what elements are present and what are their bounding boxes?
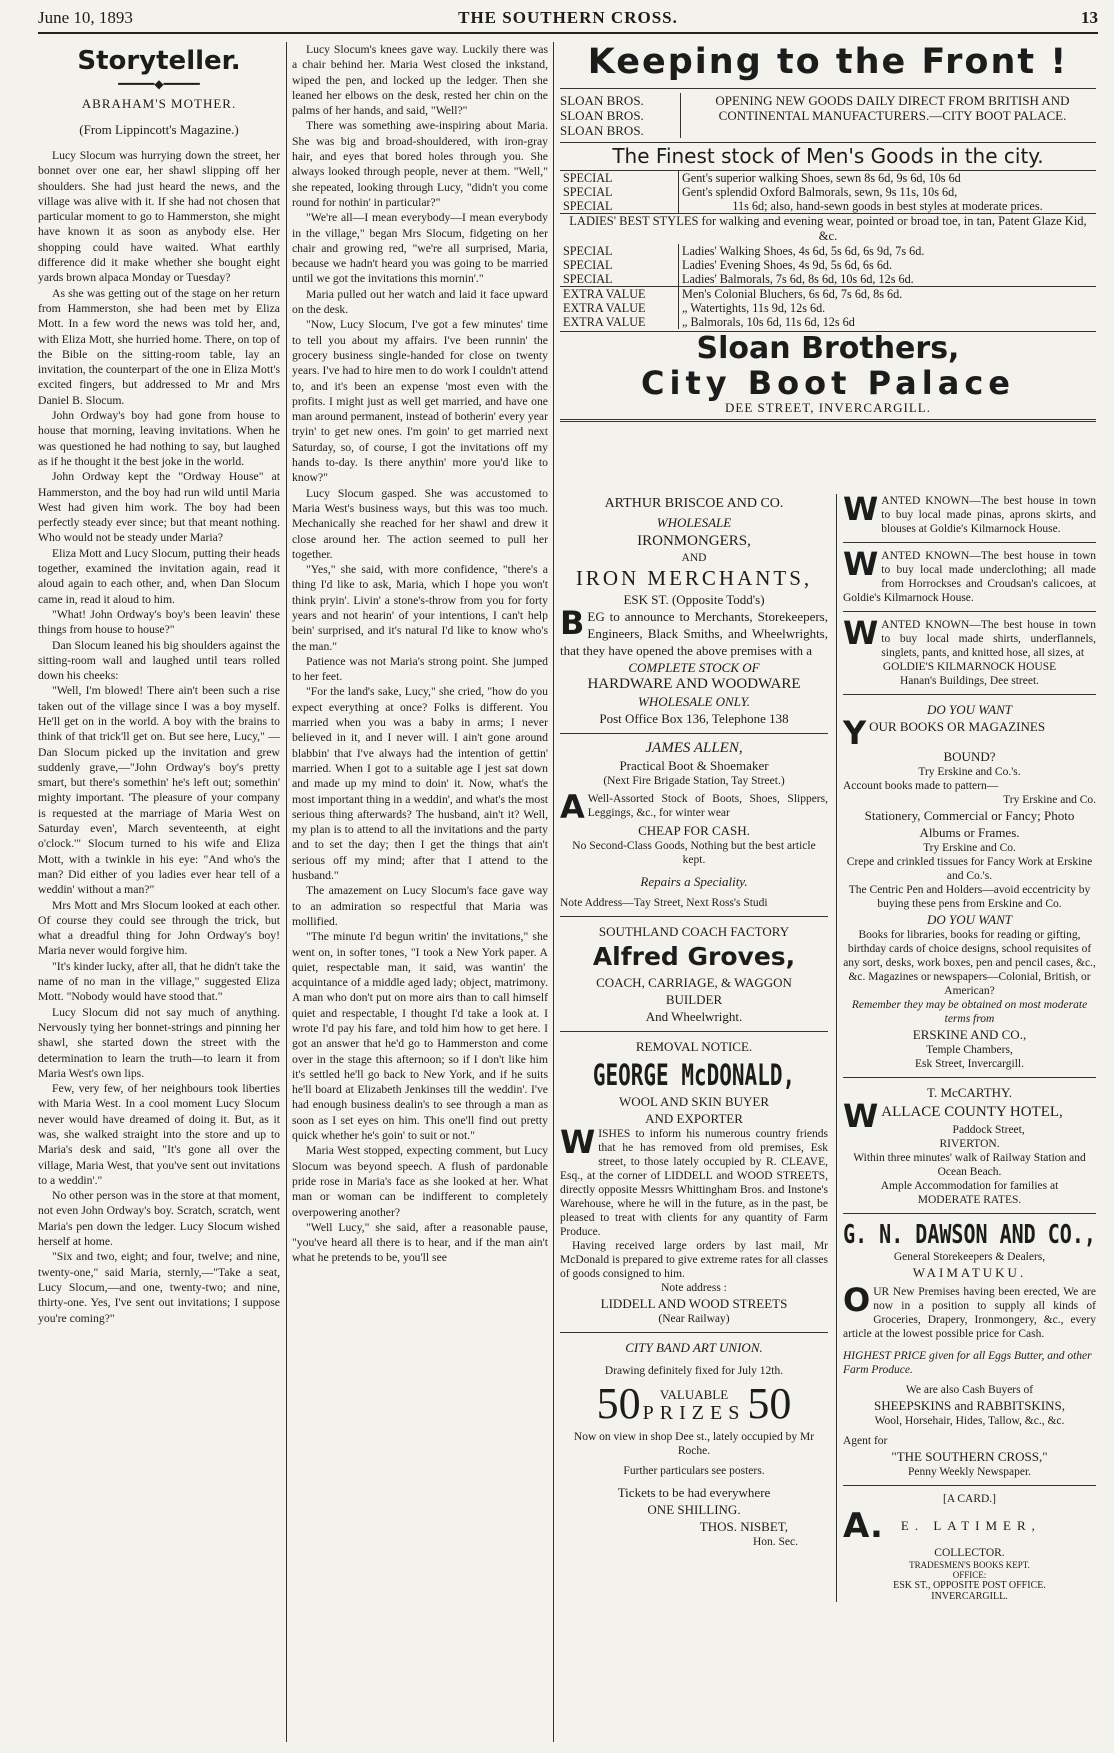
advertisements <box>560 42 1096 1742</box>
row-text: 11s 6d; also, hand-sewn goods in best styles at moderate prices. <box>732 199 1043 213</box>
mcdonald-near: (Near Railway) <box>658 1313 730 1325</box>
story-column-1 <box>38 42 280 1742</box>
paragraph: Maria West stopped, expecting comment, but Lucy Slocum was beyond speech. A flush of pardonable pride rose in Maria's face as she looked at her. What man or woman can be indifferent to completely overpowering another? <box>292 1144 548 1219</box>
special-row <box>560 244 1096 258</box>
paragraph: "The minute I'd begun writin' the invitations," she went on, in softer tones, "I took a New York paper. A quiet, respectable man, it said, was wantin' the acquintance of a middle aged lady; object, matrimony. A man who don't put on more airs than to call himself quiet and respectable, I thought I'd take a look at. I wrote I'd pay his fare, and told him how to get here. I got an answer that he'd go to Hammerston and come over in the stage this afternoon; so if I don't like him it's settled he'll go back to New York, and if he suits he'll board at Elizabeth Jenkinses till the weddin'. I've had enough business dealin's to see through a man as soon as I set eyes on him. This one'll find out pretty quick whether he's goin' to suit or not." <box>292 930 548 1143</box>
sloan-opening-text: OPENING NEW GOODS DAILY DIRECT FROM BRITISH AND CONTINENTAL MANUFACTURERS.—CITY BOOT PALACE. <box>680 93 1096 138</box>
ads-column-right <box>836 490 1096 1602</box>
divider <box>843 1213 1096 1214</box>
erskine-want: DO YOU WANT <box>926 912 1013 927</box>
sloan-address: DEE STREET, INVERCARGILL. <box>560 400 1096 422</box>
story-text-2 <box>292 42 548 1266</box>
allen-repairs: Repairs a Speciality. <box>640 874 748 889</box>
extra-row <box>560 315 1096 329</box>
latimer-office: OFFICE: <box>952 1570 987 1580</box>
union-posters: Further particulars see posters. <box>623 1465 765 1477</box>
allen-name: JAMES ALLEN, <box>645 740 743 756</box>
row-text: Ladies' Balmorals, 7s 6d, 8s 6d, 10s 6d, 12s 6d. <box>682 272 914 286</box>
divider <box>560 733 828 734</box>
erskine-want: DO YOU WANT <box>926 702 1013 717</box>
paragraph: Lucy Slocum's knees gave way. Luckily there was a chair behind her. Maria West closed the inkstand, wiped the pen, and locked up the ledger. Then she leaned her elbows on the desk, rested her chin on the palms of her hands, and said, "Well?" <box>292 43 548 118</box>
union-number: 50 <box>747 1379 792 1428</box>
mcdonald-body2: Having received large orders by last mail, Mr McDonald is prepared to give extreme rates for all classes of goods consigned to him. <box>560 1240 828 1280</box>
briscoe-wholesale-only: WHOLESALE ONLY. <box>638 694 750 709</box>
latimer-town: INVERCARGILL. <box>931 1591 1008 1602</box>
goldie-ad <box>843 490 1096 688</box>
divider <box>843 611 1096 612</box>
groves-factory: SOUTHLAND COACH FACTORY <box>598 924 790 939</box>
drop-cap: W <box>843 490 879 528</box>
ads-column-left <box>560 494 828 1549</box>
briscoe-wholesale: WHOLESALE <box>656 515 732 530</box>
union-prizes <box>560 1379 828 1428</box>
row-text: „ Watertights, 11s 9d, 12s 6d. <box>682 301 826 315</box>
goldie-item <box>843 490 1096 536</box>
goldie-item <box>843 614 1096 660</box>
groves-name: Alfred Groves, <box>592 942 796 971</box>
mcdonald-notice: REMOVAL NOTICE. <box>635 1039 753 1054</box>
dawson-ad <box>843 1218 1096 1479</box>
sloan-brothers-name <box>560 331 1096 400</box>
column-rule <box>286 42 287 1742</box>
latimer-name: E. LATIMER, <box>900 1518 1041 1533</box>
mcdonald-body <box>560 1123 828 1239</box>
erskine-try: Try Erskine and Co. <box>1003 794 1096 806</box>
erskine-books-text: OUR BOOKS OR MAGAZINES <box>869 719 1046 734</box>
groves-ad <box>560 923 828 1025</box>
sloan-finest-stock: The Finest stock of Men's Goods in the city. <box>560 142 1096 171</box>
column-rule <box>553 42 554 1742</box>
latimer-name-row <box>843 1506 1096 1546</box>
erskine-books2: Books for libraries, books for reading or gifting, birthday cards of choice designs, school requisites of any sort, desks, work boxes, pen and pencil cases, &c., &c. Magazines or newspapers—Colonial, British, or American? <box>843 929 1096 997</box>
row-label: SPECIAL <box>560 171 679 185</box>
dawson-cash: We are also Cash Buyers of <box>905 1384 1034 1396</box>
union-drawing: Drawing definitely fixed for July 12th. <box>604 1365 784 1377</box>
extra-row <box>560 301 1096 315</box>
gents-special-table <box>560 171 1096 213</box>
mcdonald-trade: AND EXPORTER <box>645 1111 743 1126</box>
paragraph: There was something awe-inspiring about Maria. She was big and broad-shouldered, with iron-gray hair, and eyes that bored holes through you. She always looked through people, never at them. "Well," she repeated, looking through Lucy, "didn't you come round for nothin' in particular?" <box>292 119 548 209</box>
paragraph: Eliza Mott and Lucy Slocum, putting their heads together, examined the invitation again, read it aloud again to each other, and, when Dan Slocum came in, read it aloud to him. <box>38 546 280 606</box>
goldie-house: GOLDIE'S KILMARNOCK HOUSE <box>882 661 1057 673</box>
divider <box>560 1332 828 1333</box>
latimer-books: TRADESMEN'S BOOKS KEPT. <box>909 1560 1030 1570</box>
ladies-special-table <box>560 244 1096 329</box>
newspaper-title: THE SOUTHERN CROSS. <box>458 8 678 27</box>
allen-address: Note Address—Tay Street, Next Ross's Studi <box>560 897 768 909</box>
allen-body <box>560 788 828 826</box>
union-tickets: Tickets to be had everywhere <box>617 1485 771 1500</box>
goldie-item-text: ANTED KNOWN—The best house in town to buy local made underclothing; all made from Horrockses and Croudsan's calicoes, at Goldie's Kilmarnock House. <box>843 550 1096 604</box>
union-secretary: THOS. NISBET, <box>699 1519 788 1534</box>
briscoe-ad <box>560 494 828 727</box>
groves-trade: And Wheelwright. <box>645 1009 743 1024</box>
row-text: „ Balmorals, 10s 6d, 11s 6d, 12s 6d <box>682 315 855 329</box>
sloan-brand-list <box>560 93 680 138</box>
briscoe-post: Post Office Box 136, Telephone 138 <box>599 711 789 726</box>
divider <box>560 1031 828 1032</box>
goldie-address: Hanan's Buildings, Dee street. <box>899 675 1040 687</box>
union-valuable: VALUABLE <box>659 1387 729 1402</box>
dawson-town: WAIMATUKU. <box>912 1265 1027 1280</box>
extra-row <box>560 287 1096 302</box>
paragraph: No other person was in the store at that moment, not even John Ordway's boy. Scratch, scratch, went Maria's pen down the ledger. Lucy Slocum wished herself at home. <box>38 1189 280 1249</box>
story-title: ABRAHAM'S MOTHER. <box>81 96 237 111</box>
dawson-agent: Agent for <box>843 1435 888 1447</box>
special-row <box>560 272 1096 287</box>
paragraph: Maria pulled out her watch and laid it face upward on the desk. <box>292 287 548 317</box>
paragraph: "It's kinder lucky, after all, that he didn't take the name of no man in the village," suggested Eliza Mott. "Nobody would have stood that." <box>38 959 280 1004</box>
paragraph: Mrs Mott and Mrs Slocum looked at each other. Of course they could see through the trick, but what a dreadful thing for John Ordway's boy! Maria never would forgive him. <box>38 898 280 958</box>
erskine-name: ERSKINE AND CO., <box>912 1027 1027 1042</box>
dawson-paper: "THE SOUTHERN CROSS," <box>891 1449 1048 1464</box>
latimer-address: ESK ST., OPPOSITE POST OFFICE. <box>893 1580 1046 1591</box>
mcdonald-name: GEORGE McDONALD, <box>592 1058 796 1092</box>
drop-cap: Y <box>843 714 867 752</box>
erskine-try: Try Erskine and Co.'s. <box>918 766 1021 778</box>
row-text: Gent's superior walking Shoes, sewn 8s 6d, 9s 6d, 10s 6d <box>682 171 961 185</box>
dawson-wool: Wool, Horsehair, Hides, Tallow, &c., &c. <box>874 1415 1065 1427</box>
erskine-crepe: Crepe and crinkled tissues for Fancy Work at Erskine and Co.'s. <box>846 856 1093 882</box>
divider <box>560 916 828 917</box>
sloan-brand-line: SLOAN BROS. <box>560 123 644 138</box>
goldie-item-text: ANTED KNOWN—The best house in town to buy local made shirts, underflannels, singlets, pants, and knitted hose, all sizes, at <box>881 619 1096 659</box>
special-row <box>560 258 1096 272</box>
erskine-account: Account books made to pattern— <box>843 780 999 792</box>
row-label: SPECIAL <box>560 258 679 272</box>
erskine-address: Esk Street, Invercargill. <box>914 1058 1024 1070</box>
drop-cap: A <box>560 788 585 826</box>
allen-note: No Second-Class Goods, Nothing but the best article kept. <box>572 840 816 866</box>
sloan-headline: Keeping to the Front ! <box>587 42 1069 82</box>
goldie-item <box>843 545 1096 605</box>
briscoe-body <box>560 604 828 659</box>
latimer-ad <box>843 1492 1096 1602</box>
erskine-try: Try Erskine and Co. <box>923 842 1016 854</box>
sloan-opening-row <box>560 88 1096 142</box>
union-prizes-word: PRIZES <box>642 1402 746 1424</box>
special-row <box>560 199 1096 213</box>
erskine-chambers: Temple Chambers, <box>926 1044 1013 1056</box>
dawson-body <box>843 1281 1096 1341</box>
paragraph: Patience was not Maria's strong point. She jumped to her feet. <box>292 654 548 684</box>
mccarthy-street: Paddock Street, <box>952 1124 1025 1136</box>
erskine-bound: BOUND? <box>943 749 996 764</box>
drop-cap: B <box>560 604 585 642</box>
paragraph: Few, very few, of her neighbours took liberties with Maria West. In a cool moment Lucy Slocum never would have dreamed of doing it. But, as it was, she walked straight into the store and up to Maria's desk and said, "It's gone all over the village, Maria West, that you've sent out invitations to a weddin'." <box>38 1082 280 1187</box>
mcdonald-trade: WOOL AND SKIN BUYER <box>618 1094 770 1109</box>
allen-cash: CHEAP FOR CASH. <box>638 823 750 838</box>
dawson-name: G. N. DAWSON AND CO., <box>843 1218 1096 1250</box>
erskine-pen: The Centric Pen and Holders—avoid eccentricity by buying these pens from Erskine and Co. <box>848 884 1091 910</box>
row-label: SPECIAL <box>560 199 679 213</box>
union-view: Now on view in shop Dee st., lately occupied by Mr Roche. <box>573 1431 815 1457</box>
dawson-eggs: HIGHEST PRICE given for all Eggs Butter, and other Farm Produce. <box>843 1350 1092 1376</box>
divider <box>843 694 1096 695</box>
row-label: SPECIAL <box>560 272 679 287</box>
goldie-item-text: ANTED KNOWN—The best house in town to buy local made pinas, aprons skirts, and blouses at Goldie's Kilmarnock House. <box>881 495 1096 535</box>
page-number: 13 <box>1081 8 1098 27</box>
sloan-brand-line: SLOAN BROS. <box>560 108 644 123</box>
row-text: Men's Colonial Bluchers, 6s 6d, 7s 6d, 8s 6d. <box>679 287 1097 302</box>
paragraph: Dan Slocum leaned his big shoulders against the sitting-room wall and laughed until tears rolled down his cheeks: <box>38 638 280 683</box>
row-label: SPECIAL <box>560 185 679 199</box>
sloan-brand-line: SLOAN BROS. <box>560 93 644 108</box>
briscoe-stock: COMPLETE STOCK OF <box>628 660 760 675</box>
briscoe-street: ESK ST. (Opposite Todd's) <box>623 592 765 607</box>
erskine-stationery: Stationery, Commercial or Fancy; Photo Albums or Frames. <box>864 808 1075 840</box>
section-title: Storyteller. <box>77 46 241 76</box>
mcdonald-address: LIDDELL AND WOOD STREETS <box>600 1296 788 1311</box>
drop-cap: O <box>843 1281 871 1319</box>
union-number: 50 <box>596 1379 641 1428</box>
union-price: ONE SHILLING. <box>647 1502 741 1517</box>
briscoe-name: ARTHUR BRISCOE AND CO. <box>604 496 784 511</box>
erskine-books <box>843 714 1096 752</box>
paragraph: "Now, Lucy Slocum, I've got a few minutes' time to tell you about my affairs. I've been runnin' the grocery business single-handed for close on twenty years. I've had to hire men to do work I couldn't attend to, and it's been an expense 'most even with the profits. I might just as well get married, and have one man around permanent, instead of botherin' every year tryin' to get new ones. I'm goin' to get married next Saturday, so, of course, I got the invitations off my hands to-day. Is there anythin' more you'd like to know?" <box>292 318 548 485</box>
paragraph: Lucy Slocum gasped. She was accustomed to Maria West's business ways, but this was too much. Mechanically she reached for her shawl and drew it close around her. The action seemed to pull her together. <box>292 486 548 561</box>
paragraph: As she was getting out of the stage on her return from Hammerston, she had been met by Eliza Mott. In a few word the news was told her, and, with Eliza Mott, she hurried home. There, on top of the Bible on the sitting-room table, lay an invitation, the counterpart of the one in Eliza Mott's excited fingers, but addressed to Mr and Mrs Daniel B. Slocum. <box>38 286 280 407</box>
divider <box>843 542 1096 543</box>
paragraph: John Ordway's boy had gone from house to house that morning, leaving invitations. When he was questioned he had nothing to say, but laughed as if he thought it the best joke in the world. <box>38 409 280 468</box>
art-union-ad <box>560 1339 828 1549</box>
dawson-body-text: UR New Premises having been erected, We are now in a position to supply all kinds of Groceries, Drapery, Ironmongery, &c., every article at the lowest possible price for Cash. <box>843 1286 1096 1340</box>
union-secretary-title: Hon. Sec. <box>752 1536 798 1548</box>
groves-trade: BUILDER <box>665 992 723 1007</box>
paragraph: Lucy Slocum did not say much of anything. Nervously tying her bonnet-strings and pinning her shawl, she started down the street with the determination to learn the truth—to learn it from Maria West's own lips. <box>38 1005 280 1080</box>
union-title: CITY BAND ART UNION. <box>625 1340 763 1355</box>
mccarthy-name: T. McCARTHY. <box>926 1085 1013 1100</box>
briscoe-and: AND <box>681 552 707 564</box>
mccarthy-rates: MODERATE RATES. <box>917 1194 1022 1206</box>
mcdonald-address-label: Note address : <box>661 1282 727 1294</box>
mccarthy-ad <box>843 1084 1096 1207</box>
briscoe-goods: HARDWARE AND WOODWARE <box>587 676 801 692</box>
paragraph: "Six and two, eight; and four, twelve; and nine, twenty-one," said Maria, sternly,—"Take a seat, Lucy Slocum,—and one, twenty-two; and nine, thirty-one. Yes, I've sent out invitations; I suppose you're coming?" <box>38 1250 280 1325</box>
dawson-skins: SHEEPSKINS and RABBITSKINS, <box>873 1398 1066 1413</box>
groves-trade: COACH, CARRIAGE, & WAGGON <box>596 975 792 990</box>
paragraph: "Well Lucy," she said, after a reasonable pause, "you've heard all there is to hear, and if the man ain't what he pretends to be, you'll see <box>292 1220 548 1265</box>
page-header <box>38 6 1098 34</box>
dawson-trade: General Storekeepers & Dealers, <box>893 1251 1046 1263</box>
special-row <box>560 185 1096 199</box>
union-prizes-label <box>641 1388 748 1426</box>
paragraph: "Well, I'm blowed! There ain't been such a rise taken out of the village since I was a boy myself. He'll get on in the world. A boy with the brains to think of that trick'll get on. But see here, Lucy," —Dan Slocum picked up the invitation and grew suddenly grave,—"John Ordway's boy's pretty smart, but there's somethin' he's left out; somethin' mighty important. 'The pleasure of your company is requested at the marriage of Maria West on Saturday even', March seventeenth, at eight o'clock.'" Slocum turned to his wife and Eliza Mott, with a twinkle in his eye: "And who's the man? Did either of you ladies ever hear tell of a weddin' without a man?" <box>38 684 280 897</box>
mccarthy-hotel-text: ALLACE COUNTY HOTEL, <box>881 1104 1063 1120</box>
paragraph: The amazement on Lucy Slocum's face gave way to an admiration so respectful that Maria was mollified. <box>292 884 548 928</box>
paragraph: Lucy Slocum was hurrying down the street, her bonnet over one ear, her shawl slipping off her shoulders. She had just heard the news, and the village was alive with it. If she had not chosen that particular moment to go to Hammerston, she might have known it as soon as anybody else. Her shopping could have waited. What earthly difference did it make whether she bought eight yards brown alpaca Monday or Tuesday? <box>38 149 280 285</box>
issue-date: June 10, 1893 <box>38 8 133 27</box>
dawson-weekly: Penny Weekly Newspaper. <box>907 1466 1032 1478</box>
paragraph: "We're all—I mean everybody—I mean everybody in the village," began Mrs Slocum, fidgeting on her chair and growing red, "we're all surprised, Maria, because we hadn't heard you was going to be married until we got the invitations this mornin'." <box>292 211 548 286</box>
special-row <box>560 171 1096 185</box>
latimer-role: COLLECTOR. <box>934 1547 1005 1559</box>
mccarthy-town: RIVERTON. <box>939 1138 1000 1150</box>
paragraph: "For the land's sake, Lucy," she cried, "how do you expect everything at once? Folks is different. You married when you was a baby in arms; I never believed in it, and I never will. I ain't gone around blabbin' that I've always had the intention of gettin' married. When I got to a suitable age I jest sat down and made up my mind to doin' it. Now, what's the most important thing in a weddin', and what's the most serious thing afterwards? The husband, ain't it? Well, my plan is to attend to all the invitations and the party and to set the day; then I get the things that ain't serious off my mind; after that I attend to the husband." <box>292 685 548 883</box>
ladies-intro: LADIES' BEST STYLES for walking and evening wear, pointed or broad toe, in tan, Patent Glaze Kid, &c. <box>560 213 1096 244</box>
paragraph: John Ordway kept the "Ordway House" at Hammerston, and the boy had run wild until Maria West had given him work. The boy had been perfectly steady ever since; but that meant nothing. Who would not be steady under Maria? <box>38 470 280 545</box>
paragraph: "Yes," she said, with more confidence, "there's a thing I'd like to ask, Maria, which I hope you won't think pryin'. Livin' a stone's-throw from you for forty years and not hearin' of your intentions, I can't help bein' surprised, and it's natural I'd like to know who's the man." <box>292 563 548 653</box>
allen-ad <box>560 740 828 910</box>
sloan-name-line: City Boot Palace <box>641 364 1015 402</box>
latimer-card: [A CARD.] <box>942 1493 997 1505</box>
story-source: (From Lippincott's Magazine.) <box>79 122 239 137</box>
drop-cap: W <box>843 1097 879 1135</box>
paragraph: "What! John Ordway's boy's been leavin' these things from house to house?" <box>38 607 280 637</box>
sloan-name-line: Sloan Brothers, <box>696 331 960 366</box>
ornament-divider: ━━━━━◆━━━━━ <box>118 77 200 91</box>
allen-trade: Practical Boot & Shoemaker <box>619 758 769 773</box>
allen-body-text: Well-Assorted Stock of Boots, Shoes, Slippers, Leggings, &c., for winter wear <box>587 793 828 819</box>
drop-cap: W <box>560 1123 596 1161</box>
mcdonald-ad <box>560 1038 828 1326</box>
row-text: Ladies' Walking Shoes, 4s 6d, 5s 6d, 6s 9d, 7s 6d. <box>682 244 925 258</box>
row-label: SPECIAL <box>560 244 679 258</box>
allen-location: (Next Fire Brigade Station, Tay Street.) <box>603 775 785 787</box>
erskine-remember: Remember they may be obtained on most moderate terms from <box>851 999 1088 1025</box>
row-text: Ladies' Evening Shoes, 4s 9d, 5s 6d, 6s 6d. <box>682 258 893 272</box>
row-text: Gent's splendid Oxford Balmorals, sewn, 9s 11s, 10s 6d, <box>682 185 958 199</box>
mccarthy-body: Within three minutes' walk of Railway Station and Ocean Beach. <box>853 1152 1086 1178</box>
drop-cap: W <box>843 545 879 583</box>
story-column-2 <box>292 42 548 1742</box>
row-label: EXTRA VALUE <box>560 301 679 315</box>
briscoe-body-text: EG to announce to Merchants, Storekeepers, Engineers, Black Smiths, and Wheelwrights, that they have opened the above premises with a <box>560 609 828 658</box>
story-text-1 <box>38 148 280 1326</box>
divider <box>843 1077 1096 1078</box>
briscoe-ironmongers: IRONMONGERS, <box>637 533 751 549</box>
divider <box>843 1485 1096 1486</box>
erskine-ad <box>843 701 1096 1071</box>
mcdonald-body-text: ISHES to inform his numerous country friends that he has removed from old premises, Esk street, to those lately occupied by R. CLEAVE, Esq., at the corner of LIDDELL and WOOD STREETS, directly opposite Messrs Whittingham Bros. and Instone's Warehouse, where he will in the future, as in the past, be pleased to treat with clients for any quantity of Farm Produce. <box>560 1128 828 1238</box>
drop-cap: W <box>843 614 879 652</box>
mccarthy-accom: Ample Accommodation for families at <box>880 1180 1059 1192</box>
briscoe-iron-merchants: IRON MERCHANTS, <box>575 566 813 590</box>
latimer-initial: A. <box>843 1506 883 1546</box>
row-label: EXTRA VALUE <box>560 315 679 329</box>
row-label: EXTRA VALUE <box>560 287 679 302</box>
